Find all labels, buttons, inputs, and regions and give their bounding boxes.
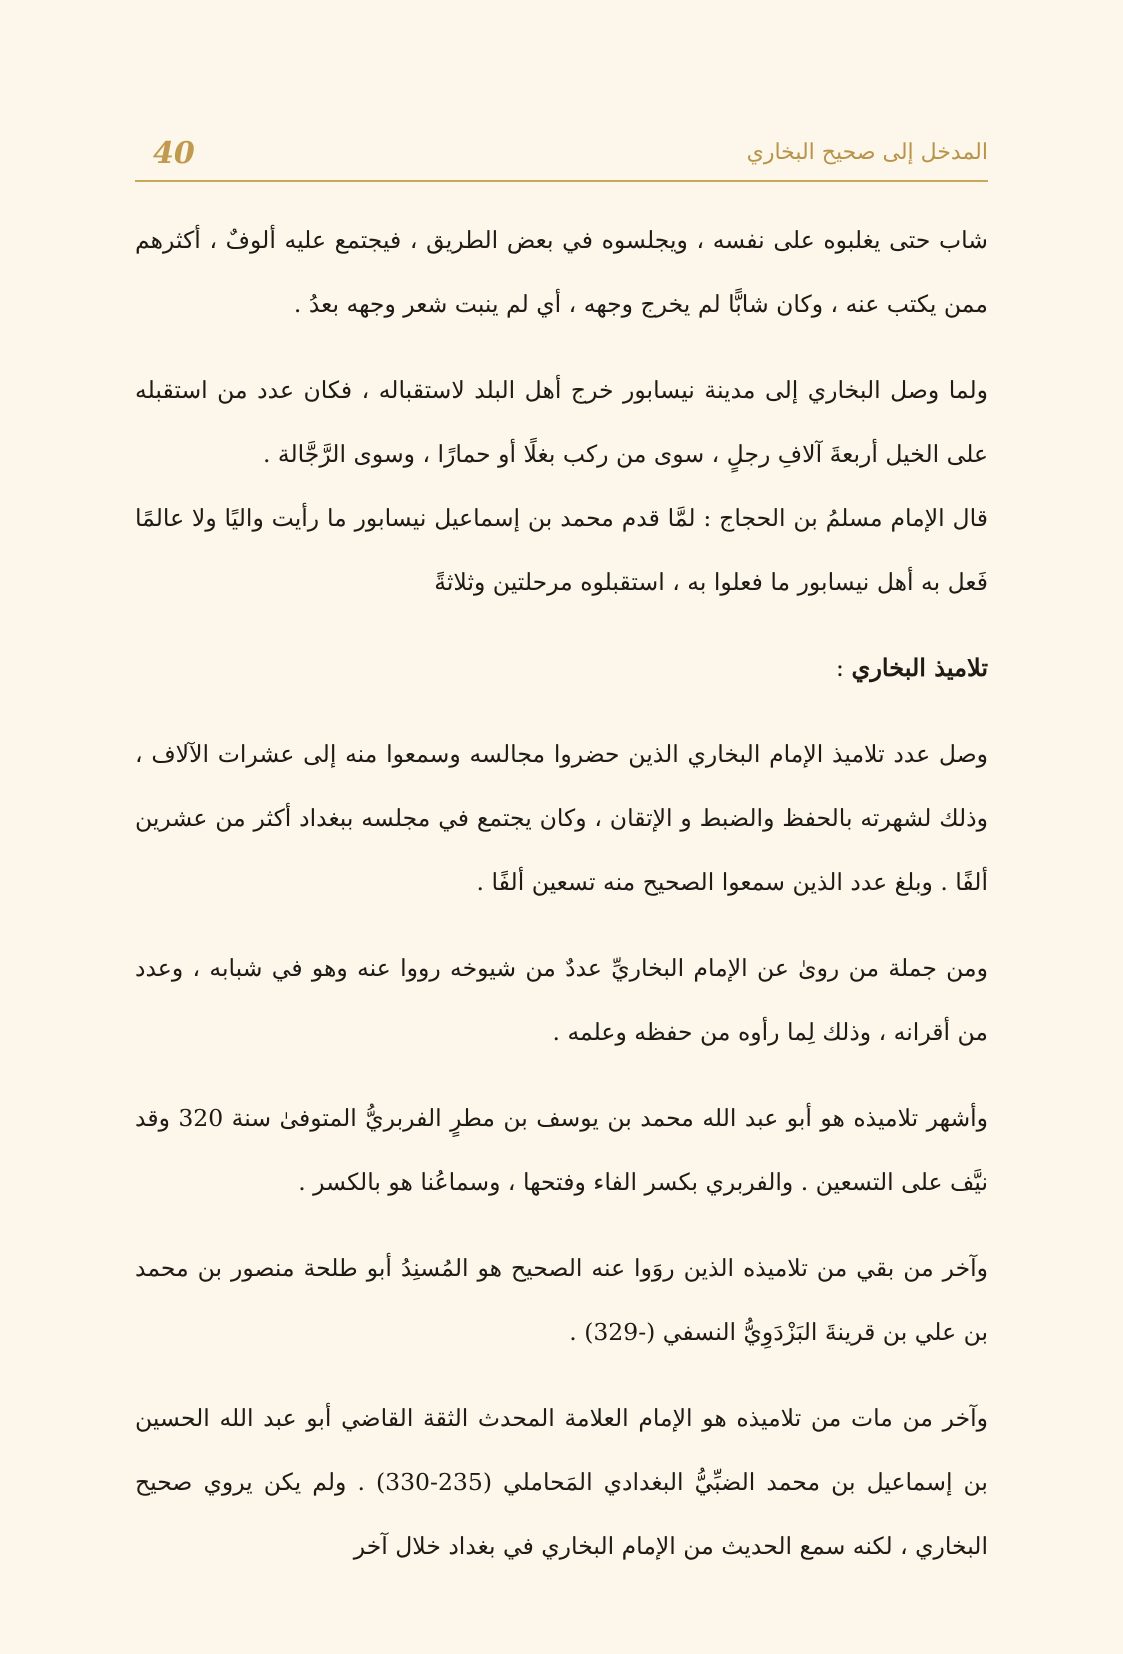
section-heading-title: تلاميذ البخاري xyxy=(851,653,988,682)
paragraph: وآخر من بقي من تلاميذه الذين روَوا عنه الصحيح هو المُسنِدُ أبو طلحة منصور بن محمد بن علي بن قرينةَ البَزْدَوِيُّ النسفي (-329) . xyxy=(135,1254,988,1346)
page-body xyxy=(135,208,988,1600)
paragraph: وأشهر تلاميذه هو أبو عبد الله محمد بن يوسف بن مطرٍ الفربريُّ المتوفىٰ سنة 320 وقد نيَّف على التسعين . والفربري بكسر الفاء وفتحها ، وسماعُنا هو بالكسر . xyxy=(135,1104,989,1196)
paragraph: شاب حتى يغلبوه على نفسه ، ويجلسوه في بعض الطريق ، فيجتمع عليه ألوفٌ ، أكثرهم ممن يكتب عنه ، وكان شابًّا لم يخرج وجهه ، أي لم ينبت شعر وجهه بعدُ . xyxy=(135,226,988,318)
paragraph: قال الإمام مسلمُ بن الحجاج : لمَّا قدم محمد بن إسماعيل نيسابور ما رأيت واليًا ولا عالمًا فَعل به أهل نيسابور ما فعلوا به ، استقبلوه مرحلتين وثلاثةً xyxy=(135,504,988,596)
page-number: 40 xyxy=(153,136,195,171)
section-heading-colon: : xyxy=(835,654,852,682)
paragraph: وصل عدد تلاميذ الإمام البخاري الذين حضروا مجالسه وسمعوا منه إلى عشرات الآلاف ، وذلك لشهرته بالحفظ والضبط و الإتقان ، وكان يجتمع في مجلسه ببغداد أكثر من عشرين ألفًا . وبلغ عدد الذين سمعوا الصحيح منه تسعين ألفًا . xyxy=(135,740,988,896)
section-heading xyxy=(135,636,988,700)
running-header-title: المدخل إلى صحيح البخاري xyxy=(746,140,988,165)
page-header xyxy=(135,132,988,182)
paragraph: وآخر من مات من تلاميذه هو الإمام العلامة المحدث الثقة القاضي أبو عبد الله الحسين بن إسماعيل بن محمد الضبِّيُّ البغدادي المَحاملي (235-330) . ولم يكن يروي صحيح البخاري ، لكنه سمع الحديث من الإمام البخاري في بغداد خلال آخر xyxy=(135,1404,988,1560)
paragraph: ومن جملة من روىٰ عن الإمام البخاريِّ عددٌ من شيوخه رووا عنه وهو في شبابه ، وعدد من أقرانه ، وذلك لِما رأوه من حفظه وعلمه . xyxy=(135,954,988,1046)
paragraph: ولما وصل البخاري إلى مدينة نيسابور خرج أهل البلد لاستقباله ، فكان عدد من استقبله على الخيل أربعةَ آلافِ رجلٍ ، سوى من ركب بغلًا أو حمارًا ، وسوى الرَّجَّالة . xyxy=(135,376,988,468)
